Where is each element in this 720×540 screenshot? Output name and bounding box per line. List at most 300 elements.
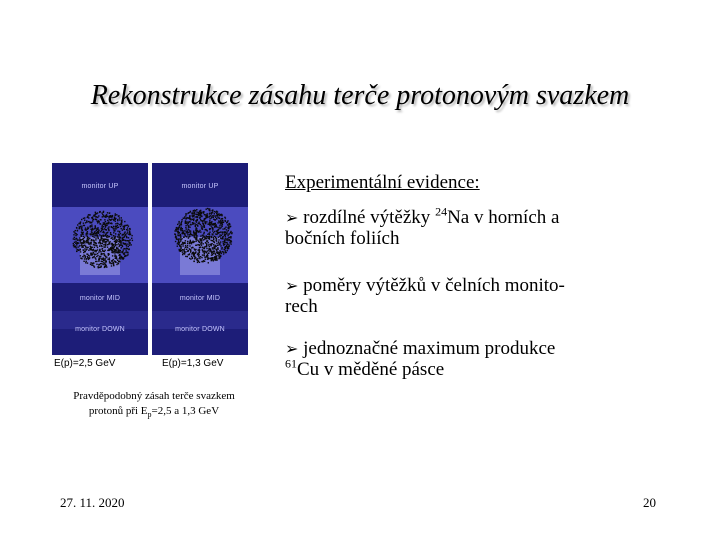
hit-dot: [129, 248, 130, 249]
hit-dot: [199, 258, 200, 259]
hit-dot: [110, 223, 111, 224]
hit-dot: [208, 208, 209, 209]
hit-dot: [104, 219, 105, 220]
hit-dot: [118, 255, 119, 256]
hit-dot: [88, 255, 89, 256]
hit-dot: [199, 256, 200, 257]
bullet-ratios: [285, 275, 685, 317]
hit-dot: [110, 232, 111, 233]
slide-title: Rekonstrukce zásahu terče protonovým svazkem: [90, 80, 630, 111]
hit-dot: [192, 247, 193, 248]
hit-dot: [126, 250, 127, 251]
bullet-yields: [285, 204, 685, 249]
hit-dot: [92, 254, 93, 255]
hit-dot: [108, 255, 109, 256]
hit-dot: [190, 211, 191, 212]
hit-dot: [91, 226, 92, 227]
hit-dot: [87, 227, 88, 228]
hit-dot: [102, 229, 103, 230]
hit-dot: [104, 255, 105, 256]
hit-dot: [108, 253, 109, 254]
hit-dot: [127, 231, 128, 232]
hit-dot: [183, 233, 184, 234]
hit-dot: [99, 256, 100, 257]
hit-dot: [214, 231, 215, 232]
hit-dot: [125, 243, 126, 244]
hit-dot: [105, 239, 106, 240]
hit-dot: [122, 246, 123, 247]
hit-dot: [119, 217, 120, 218]
hit-dot: [208, 238, 209, 239]
hit-dot: [221, 222, 222, 223]
hit-dot: [129, 230, 130, 231]
hit-dot: [117, 236, 118, 237]
hit-dot: [107, 228, 108, 229]
hit-dot: [194, 212, 195, 213]
hit-dot: [106, 225, 107, 226]
hit-dot: [84, 220, 85, 221]
hit-dot: [175, 234, 176, 235]
hit-dot: [188, 225, 189, 226]
hit-dot: [90, 246, 91, 247]
hit-dot: [203, 211, 204, 212]
hit-dot: [99, 257, 100, 258]
hit-dot: [215, 224, 216, 225]
hit-dot: [103, 246, 104, 247]
hit-dot: [119, 252, 120, 253]
hit-dot: [94, 242, 95, 243]
hit-dot: [203, 239, 204, 240]
panel-label-mid: monitor MID: [79, 295, 121, 302]
hit-dot: [206, 215, 207, 216]
hit-dot: [202, 238, 203, 239]
hit-dot: [122, 240, 123, 241]
hit-dot: [198, 222, 199, 223]
hit-dot: [206, 221, 207, 222]
hit-dot: [85, 227, 86, 228]
hit-dot: [106, 229, 107, 230]
hit-dot: [199, 244, 200, 245]
hit-dot: [83, 250, 84, 251]
hit-dot: [221, 218, 222, 219]
hit-dot: [103, 244, 104, 245]
hit-dot: [228, 248, 229, 249]
hit-dot: [131, 244, 132, 245]
hit-dot: [206, 252, 207, 253]
hit-dot: [99, 234, 100, 235]
hit-dot: [99, 242, 100, 243]
hit-dot: [227, 250, 228, 251]
hit-dot: [79, 228, 80, 229]
hit-dot: [215, 258, 216, 259]
hit-dot: [74, 246, 75, 247]
hit-dot: [86, 253, 87, 254]
hit-dot: [108, 229, 109, 230]
hit-dot: [98, 221, 99, 222]
hit-dot: [101, 254, 102, 255]
hit-dot: [212, 234, 213, 235]
hit-dot: [197, 217, 198, 218]
hit-dot: [222, 228, 223, 229]
hit-dot: [77, 249, 78, 250]
hit-dot: [224, 249, 225, 250]
hit-dot: [100, 219, 101, 220]
hit-dot: [127, 229, 128, 230]
hit-dot: [216, 240, 217, 241]
hit-dot: [202, 223, 203, 224]
hit-dot: [216, 238, 217, 239]
hit-dot: [193, 261, 194, 262]
hit-dot: [211, 252, 212, 253]
hit-dot: [211, 225, 212, 226]
hit-dot: [91, 231, 92, 232]
hit-dot: [188, 213, 189, 214]
hit-dot: [214, 211, 215, 212]
hit-dot: [127, 243, 128, 244]
hit-dot: [119, 224, 120, 225]
hit-dot: [227, 233, 228, 234]
hit-dot: [223, 244, 224, 245]
hit-dot: [96, 264, 97, 265]
hit-dot: [206, 235, 207, 236]
hit-dot: [88, 217, 89, 218]
hit-dot: [184, 216, 185, 217]
hit-dot: [123, 240, 124, 241]
hit-dot: [218, 237, 219, 238]
hit-dot: [81, 219, 82, 220]
hit-dot: [208, 258, 209, 259]
hit-dot: [176, 229, 177, 230]
hit-dot: [204, 251, 205, 252]
hit-dot: [94, 237, 95, 238]
hit-dot: [127, 248, 128, 249]
hit-dot: [86, 234, 87, 235]
hit-dot: [113, 232, 114, 233]
hit-dot: [120, 233, 121, 234]
hit-dot: [176, 227, 177, 228]
hit-dot: [93, 240, 94, 241]
bullet-text: poměry výtěžků v čelních monito-: [303, 275, 565, 296]
hit-dot: [129, 239, 130, 240]
hit-dot: [117, 260, 118, 261]
hit-dot: [91, 253, 92, 254]
hit-dot: [197, 225, 198, 226]
hit-dot: [105, 257, 106, 258]
hit-dot: [94, 232, 95, 233]
hit-dot: [113, 235, 114, 236]
hit-dot: [105, 243, 106, 244]
hit-dot: [76, 251, 77, 252]
hit-dot: [185, 256, 186, 257]
hit-dot: [190, 232, 191, 233]
hit-dot: [111, 227, 112, 228]
hit-dot: [218, 221, 219, 222]
hit-dot: [86, 261, 87, 262]
hit-dot: [220, 227, 221, 228]
hit-dot: [106, 236, 107, 237]
hit-dot: [91, 224, 92, 225]
hit-dot: [93, 244, 94, 245]
hit-dot: [109, 262, 110, 263]
hit-dot: [219, 218, 220, 219]
hit-dot: [212, 247, 213, 248]
hit-dot: [190, 251, 191, 252]
hit-dot: [210, 215, 211, 216]
hit-dot: [202, 235, 203, 236]
hit-dot: [195, 241, 196, 242]
hit-dot: [200, 235, 201, 236]
hit-dot: [91, 249, 92, 250]
beam-hit-figure: [52, 163, 256, 369]
hit-dot: [198, 255, 199, 256]
hit-dot: [111, 265, 112, 266]
hit-dot: [212, 209, 213, 210]
hit-dot: [195, 223, 196, 224]
hit-dot: [177, 246, 178, 247]
panel-label-down: monitor DOWN: [175, 326, 225, 333]
hit-dot: [210, 222, 211, 223]
hit-dot: [117, 252, 118, 253]
hit-dot: [129, 228, 130, 229]
hit-dot: [203, 248, 204, 249]
hit-dot: [220, 245, 221, 246]
hit-dot: [181, 224, 182, 225]
hit-dot: [84, 248, 85, 249]
hit-dot: [108, 217, 109, 218]
hit-dot: [109, 259, 110, 260]
hit-dot: [95, 219, 96, 220]
hit-dot: [97, 235, 98, 236]
hit-dot: [185, 235, 186, 236]
hit-dot: [215, 217, 216, 218]
hit-dot: [82, 247, 83, 248]
hit-dot: [109, 219, 110, 220]
hit-dot: [201, 227, 202, 228]
hit-dot: [207, 230, 208, 231]
hit-dot: [121, 223, 122, 224]
hit-dot: [215, 233, 216, 234]
hit-dot: [231, 233, 232, 234]
hit-dot: [80, 255, 81, 256]
hit-dot: [111, 263, 112, 264]
hit-dot: [97, 247, 98, 248]
hit-dot: [225, 234, 226, 235]
hit-dot: [199, 251, 200, 252]
hit-dot: [126, 245, 127, 246]
hit-dot: [230, 232, 231, 233]
hit-dot: [95, 254, 96, 255]
hit-dot: [191, 253, 192, 254]
hit-dot: [128, 237, 129, 238]
hit-dot: [79, 237, 80, 238]
hit-dot: [188, 232, 189, 233]
hit-dot: [107, 239, 108, 240]
hit-dot: [208, 248, 209, 249]
hit-dot: [213, 217, 214, 218]
hit-dot: [119, 256, 120, 257]
hit-dot: [88, 259, 89, 260]
hit-dot: [201, 240, 202, 241]
hit-dot: [228, 227, 229, 228]
hit-dot: [90, 225, 91, 226]
hit-dot: [186, 236, 187, 237]
hit-dot: [89, 238, 90, 239]
hit-dot: [86, 240, 87, 241]
hit-dot: [200, 240, 201, 241]
hit-dot: [223, 236, 224, 237]
hit-dot: [188, 223, 189, 224]
hit-dot: [86, 249, 87, 250]
hit-dot: [121, 241, 122, 242]
hit-dot: [210, 258, 211, 259]
hit-dot: [192, 216, 193, 217]
hit-dot: [208, 250, 209, 251]
hit-dot: [82, 233, 83, 234]
hit-dot: [103, 224, 104, 225]
hit-dot: [116, 214, 117, 215]
hit-dot: [101, 258, 102, 259]
hit-dot: [207, 234, 208, 235]
hit-dot: [121, 221, 122, 222]
hit-dot: [187, 245, 188, 246]
hit-dot: [220, 241, 221, 242]
hit-dot: [73, 243, 74, 244]
hit-dot: [183, 218, 184, 219]
hit-dot: [183, 232, 184, 233]
hit-dot: [206, 237, 207, 238]
hit-dot: [116, 264, 117, 265]
hit-dot: [201, 257, 202, 258]
hit-dot: [115, 233, 116, 234]
hit-dot: [109, 243, 110, 244]
hit-dot: [97, 222, 98, 223]
hit-dot: [185, 213, 186, 214]
hit-dot: [103, 253, 104, 254]
hit-dot: [115, 245, 116, 246]
hit-dot: [80, 222, 81, 223]
hit-dot: [107, 244, 108, 245]
hit-dot: [226, 242, 227, 243]
hit-dot: [102, 235, 103, 236]
hit-dot: [101, 238, 102, 239]
hit-dot: [188, 227, 189, 228]
hit-dot: [189, 258, 190, 259]
hit-dot: [218, 227, 219, 228]
hit-dot: [109, 249, 110, 250]
hit-dot: [224, 252, 225, 253]
hit-dot: [205, 259, 206, 260]
hit-dot: [227, 221, 228, 222]
hit-dot: [180, 235, 181, 236]
bullet-text: Na v horních a: [447, 207, 560, 228]
hit-dot: [105, 215, 106, 216]
hit-dot: [198, 250, 199, 251]
hit-dot: [189, 215, 190, 216]
hit-dot: [105, 245, 106, 246]
hit-dot: [87, 256, 88, 257]
hit-dot: [102, 227, 103, 228]
hit-dot: [190, 258, 191, 259]
hit-dot: [102, 250, 103, 251]
hit-dot: [73, 244, 74, 245]
hit-dot: [84, 242, 85, 243]
hit-dot: [79, 239, 80, 240]
hit-dot: [197, 262, 198, 263]
hit-dot: [102, 224, 103, 225]
hit-dot: [125, 235, 126, 236]
hit-dot: [81, 244, 82, 245]
hit-dot: [190, 240, 191, 241]
hit-dot: [77, 239, 78, 240]
hit-dot: [107, 232, 108, 233]
hit-dot: [225, 217, 226, 218]
hit-dot: [81, 236, 82, 237]
hit-dot: [103, 231, 104, 232]
hit-dot: [216, 249, 217, 250]
hit-dot: [204, 257, 205, 258]
hit-dot: [90, 249, 91, 250]
hit-dot: [85, 229, 86, 230]
hit-dot: [87, 247, 88, 248]
hit-dot: [219, 257, 220, 258]
caption-text: =2,5 a 1,3 GeV: [151, 405, 220, 417]
hit-dot: [194, 253, 195, 254]
hit-dot: [92, 229, 93, 230]
hit-dot: [182, 245, 183, 246]
hit-dot: [104, 241, 105, 242]
hit-dot: [191, 256, 192, 257]
hit-dot: [95, 239, 96, 240]
hit-dot: [115, 226, 116, 227]
hit-dot: [81, 228, 82, 229]
hit-dot: [180, 237, 181, 238]
hit-dot: [105, 225, 106, 226]
hit-dot: [120, 250, 121, 251]
hit-dot: [194, 216, 195, 217]
hit-dot: [180, 239, 181, 240]
hit-dot: [211, 245, 212, 246]
hit-dot: [209, 236, 210, 237]
hit-dot: [208, 233, 209, 234]
hit-dot: [185, 240, 186, 241]
hit-dot: [78, 249, 79, 250]
hit-dot: [113, 230, 114, 231]
hit-dot: [221, 248, 222, 249]
hit-dot: [204, 246, 205, 247]
hit-dot: [76, 234, 77, 235]
hit-dot: [178, 238, 179, 239]
hit-dot: [214, 248, 215, 249]
hit-dot: [200, 231, 201, 232]
hit-dot: [199, 211, 200, 212]
hit-dot: [219, 243, 220, 244]
hit-dot: [228, 246, 229, 247]
hit-dot: [101, 230, 102, 231]
hit-dot: [82, 242, 83, 243]
hit-dot: [98, 215, 99, 216]
hit-dot: [208, 262, 209, 263]
hit-dot: [116, 239, 117, 240]
hit-dot: [96, 216, 97, 217]
hit-dot: [103, 215, 104, 216]
hit-dot: [116, 248, 117, 249]
hit-dot: [209, 229, 210, 230]
hit-dot: [217, 222, 218, 223]
hit-dot: [202, 226, 203, 227]
hit-dot: [112, 239, 113, 240]
hit-dot: [104, 250, 105, 251]
hit-dot: [93, 249, 94, 250]
